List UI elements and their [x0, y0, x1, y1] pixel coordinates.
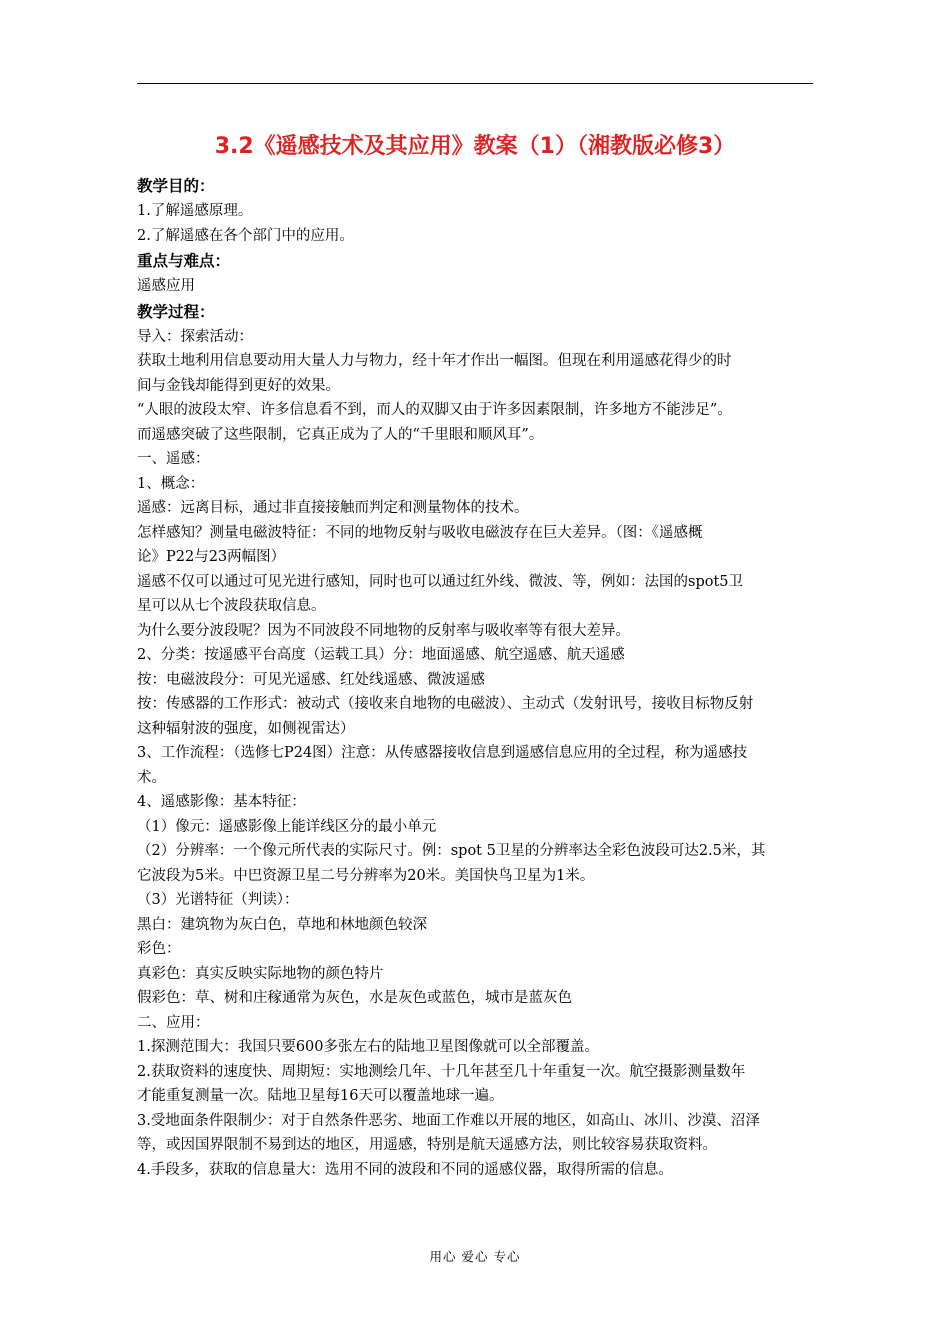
text-line: （1）像元：遥感影像上能详线区分的最小单元: [137, 818, 437, 835]
text-line: 按：电磁波段分：可见光遥感、红处线遥感、微波遥感: [137, 671, 485, 688]
text-line: （3）光谱特征（判读）：: [137, 892, 299, 908]
text-line: 遥感：远离目标，通过非直接接触而判定和测量物体的技术。: [137, 500, 529, 516]
text-line: 而遥感突破了这些限制，它真正成为了人的“千里眼和顺风耳”。: [137, 426, 544, 443]
header-rule: [137, 83, 813, 84]
text-line: 星可以从七个波段获取信息。: [137, 598, 326, 614]
text-line: 获取土地利用信息要动用大量人力与物力，经十年才作出一幅图。但现在利用遥感花得少的时: [137, 353, 732, 369]
text-line: 遥感不仅可以通过可见光进行感知，同时也可以通过红外线、微波、等，例如：法国的spot5卫: [137, 573, 744, 590]
text-line: 彩色：: [137, 941, 181, 957]
text-line: 等，或因国界限制不易到达的地区，用遥感，特别是航天遥感方法，则比较容易获取资料。: [137, 1137, 717, 1153]
section-heading: 重点与难点：: [137, 252, 231, 270]
text-line: 间与金钱却能得到更好的效果。: [137, 377, 340, 394]
text-line: 2.了解遥感在各个部门中的应用。: [137, 227, 354, 244]
page-footer: 用心 爱心 专心: [429, 1249, 521, 1264]
text-line: 真彩色：真实反映实际地物的颜色特片: [137, 965, 384, 982]
text-line: 3、工作流程：（选修七P24图）注意：从传感器接收信息到遥感信息应用的全过程，称为遥感技: [137, 745, 748, 761]
text-line: 导入：探索活动：: [137, 328, 253, 345]
text-line: 1.探测范围大：我国只要600多张左右的陆地卫星图像就可以全部覆盖。: [137, 1039, 600, 1055]
text-line: 为什么要分波段呢？因为不同波段不同地物的反射率与吸收率等有很大差异。: [137, 622, 630, 639]
text-line: 论》P22与23两幅图）: [137, 549, 286, 565]
text-line: 2.获取资料的速度快、周期短：实地测绘几年、十几年甚至几十年重复一次。航空摄影测量数年: [137, 1063, 746, 1080]
text-line: 黑白：建筑物为灰白色，草地和林地颜色较深: [137, 916, 427, 933]
text-line: 它波段为5米。中巴资源卫星二号分辨率为20米。美国快鸟卫星为1米。: [137, 867, 595, 884]
document-title: 3.2《遥感技术及其应用》教案（1）（湘教版必修3）: [214, 134, 736, 159]
text-line: 才能重复测量一次。陆地卫星每16天可以覆盖地球一遍。: [137, 1088, 504, 1104]
text-line: 4.手段多，获取的信息量大：选用不同的波段和不同的遥感仪器，取得所需的信息。: [137, 1161, 673, 1178]
text-line: 遥感应用: [137, 278, 195, 294]
section-heading: 教学过程：: [137, 302, 215, 321]
text-line: 假彩色：草、树和庄稼通常为灰色，水是灰色或蓝色，城市是蓝灰色: [137, 990, 572, 1006]
text-line: 二、应用：: [137, 1014, 210, 1031]
text-line: 1.了解遥感原理。: [137, 203, 253, 219]
text-line: 2、分类：按遥感平台高度（运载工具）分：地面遥感、航空遥感、航天遥感: [137, 647, 625, 663]
text-line: 术。: [137, 769, 166, 786]
text-line: 怎样感知？测量电磁波特征：不同的地物反射与吸收电磁波存在巨大差异。（图：《遥感概: [137, 524, 703, 541]
text-line: 4、遥感影像：基本特征：: [137, 794, 306, 810]
text-line: 这种辐射波的强度，如侧视雷达）: [137, 720, 355, 737]
text-line: 一、遥感：: [137, 451, 210, 467]
text-line: 1、概念：: [137, 475, 205, 492]
document-body: [137, 173, 813, 1182]
text-line: “人眼的波段太窄、许多信息看不到，而人的双脚又由于许多因素限制，许多地方不能涉足”。: [137, 402, 732, 418]
text-line: 按：传感器的工作形式：被动式（接收来自地物的电磁波）、主动式（发射讯号，接收目标物反射: [137, 696, 754, 712]
text-line: （2）分辨率：一个像元所代表的实际尺寸。例：spot 5卫星的分辨率达全彩色波段可达2.5米，其: [137, 843, 766, 859]
text-line: 3.受地面条件限制少：对于自然条件恶劣、地面工作难以开展的地区，如高山、冰川、沙漠、沼泽: [137, 1112, 760, 1129]
section-heading: 教学目的：: [137, 177, 215, 195]
